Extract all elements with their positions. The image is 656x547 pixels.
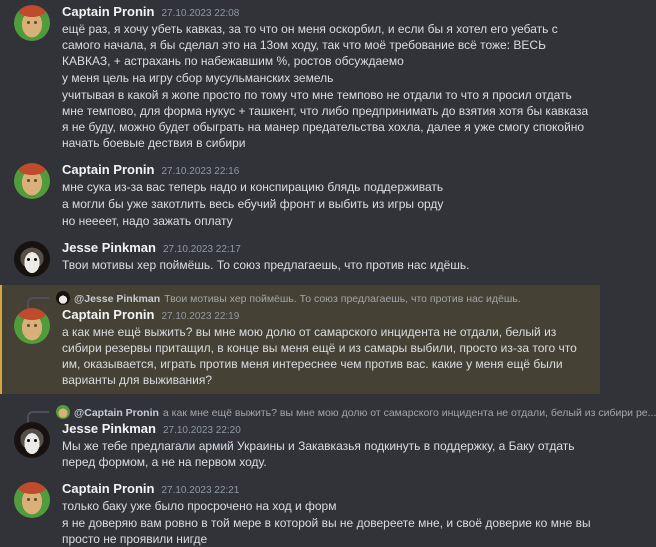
message-header xyxy=(62,480,592,497)
message-text xyxy=(62,257,592,273)
user-avatar[interactable] xyxy=(14,163,50,199)
reply-author-avatar[interactable] xyxy=(56,291,70,305)
timestamp: 27.10.2023 22:17 xyxy=(162,244,241,255)
user-avatar[interactable] xyxy=(14,5,50,41)
reply-context[interactable] xyxy=(2,290,600,306)
message-header xyxy=(62,3,592,20)
username[interactable]: Captain Pronin xyxy=(62,162,155,177)
message-group xyxy=(0,3,600,151)
message-paragraph: но неееет, надо зажать оплату xyxy=(62,214,233,228)
timestamp: 27.10.2023 22:08 xyxy=(161,8,240,19)
message-content xyxy=(62,3,600,151)
message-paragraph: мне сука из-за вас теперь надо и конспирацию блядь поддерживать xyxy=(62,180,444,194)
message-text xyxy=(62,438,592,470)
message-header xyxy=(62,420,592,437)
user-avatar[interactable] xyxy=(14,241,50,277)
message-row xyxy=(2,306,600,388)
message-content xyxy=(62,306,600,388)
reply-author-mention[interactable]: @Captain Pronin xyxy=(74,407,159,419)
message-group xyxy=(0,285,600,394)
message-header xyxy=(62,161,592,178)
message-paragraph: только баку уже было просрочено на ход и форм xyxy=(62,499,337,513)
message-content xyxy=(62,161,600,229)
message-paragraph: Мы же тебе предлагали армий Украины и Закавказья подкинуть в поддержку, а Баку отдать перед формом, а не на первом ходу. xyxy=(62,439,575,469)
user-avatar[interactable] xyxy=(14,482,50,518)
username[interactable]: Captain Pronin xyxy=(62,307,155,322)
timestamp: 27.10.2023 22:20 xyxy=(162,425,241,436)
message-header xyxy=(62,239,592,256)
message-paragraph: а могли бы уже закотлить весь ебучий фронт и выбить из игры орду xyxy=(62,197,444,211)
message-content xyxy=(62,480,600,547)
reply-author-mention[interactable]: @Jesse Pinkman xyxy=(74,293,161,305)
username[interactable]: Captain Pronin xyxy=(62,481,155,496)
username[interactable]: Captain Pronin xyxy=(62,4,155,19)
message-paragraph: учитывая в какой я жопе просто по тому что мне темпово не отдали то что я просил отдать мне темпово, для форма нукус + ташкент, что либо предпринимать до взятия хотя бы кавказа я не буду, можно будет обыграть на манер предательства хохла, далее я уже смогу спокойно начать боевые дествия в сибири xyxy=(62,88,589,150)
user-avatar[interactable] xyxy=(14,308,50,344)
message-text xyxy=(62,324,592,388)
reply-author-avatar[interactable] xyxy=(56,405,70,419)
user-avatar[interactable] xyxy=(14,422,50,458)
reply-context[interactable] xyxy=(0,404,656,420)
message-paragraph: а как мне ещё выжить? вы мне мою долю от самарского инцидента не отдали, белый из сибири резервы притащил, в конце вы меня ещё и из самары выбили, просто из-за того что им, оказывается, играть против меня интереснее чем против вас. какие у меня ещё были варианты для выживания? xyxy=(62,325,577,387)
message-row xyxy=(0,3,600,151)
reply-message-preview[interactable]: а как мне ещё выжить? вы мне мою долю от самарского инцидента не отдали, белый из сибири ре... xyxy=(162,407,656,419)
username[interactable]: Jesse Pinkman xyxy=(62,240,156,255)
message-group xyxy=(0,480,600,547)
message-text xyxy=(62,498,592,547)
message-row xyxy=(0,480,600,547)
message-text xyxy=(62,179,592,229)
message-row xyxy=(0,161,600,229)
message-content xyxy=(62,420,600,470)
message-group xyxy=(0,404,656,470)
timestamp: 27.10.2023 22:16 xyxy=(161,166,240,177)
message-row xyxy=(0,239,600,277)
username[interactable]: Jesse Pinkman xyxy=(62,421,156,436)
timestamp: 27.10.2023 22:19 xyxy=(161,311,240,322)
message-paragraph: я не доверяю вам ровно в той мере в которой вы не довереете мне, и своё доверие ко мне вы просто не проявили нигде xyxy=(62,516,591,546)
message-group xyxy=(0,239,600,277)
message-text xyxy=(62,21,592,151)
message-paragraph: ещё раз, я хочу убеть кавказ, за то что он меня оскорбил, и если бы я хотел его уебать с самого начала, я бы сделал это на 13ом ходу, так что моё требование всё тоже: ВЕСЬ КАВКАЗ, + астрахань по набежавшим %, ростов обсуждаемо xyxy=(62,22,558,68)
reply-message-preview[interactable]: Твои мотивы хер поймёшь. То союз предлагаешь, что против нас идёшь. xyxy=(164,293,521,305)
message-paragraph: Твои мотивы хер поймёшь. То союз предлагаешь, что против нас идёшь. xyxy=(62,258,470,272)
message-row xyxy=(0,420,600,470)
message-group xyxy=(0,161,600,229)
message-paragraph: у меня цель на игру сбор мусульманских земель xyxy=(62,71,334,85)
message-header xyxy=(62,306,592,323)
message-content xyxy=(62,239,600,277)
timestamp: 27.10.2023 22:21 xyxy=(161,485,240,496)
